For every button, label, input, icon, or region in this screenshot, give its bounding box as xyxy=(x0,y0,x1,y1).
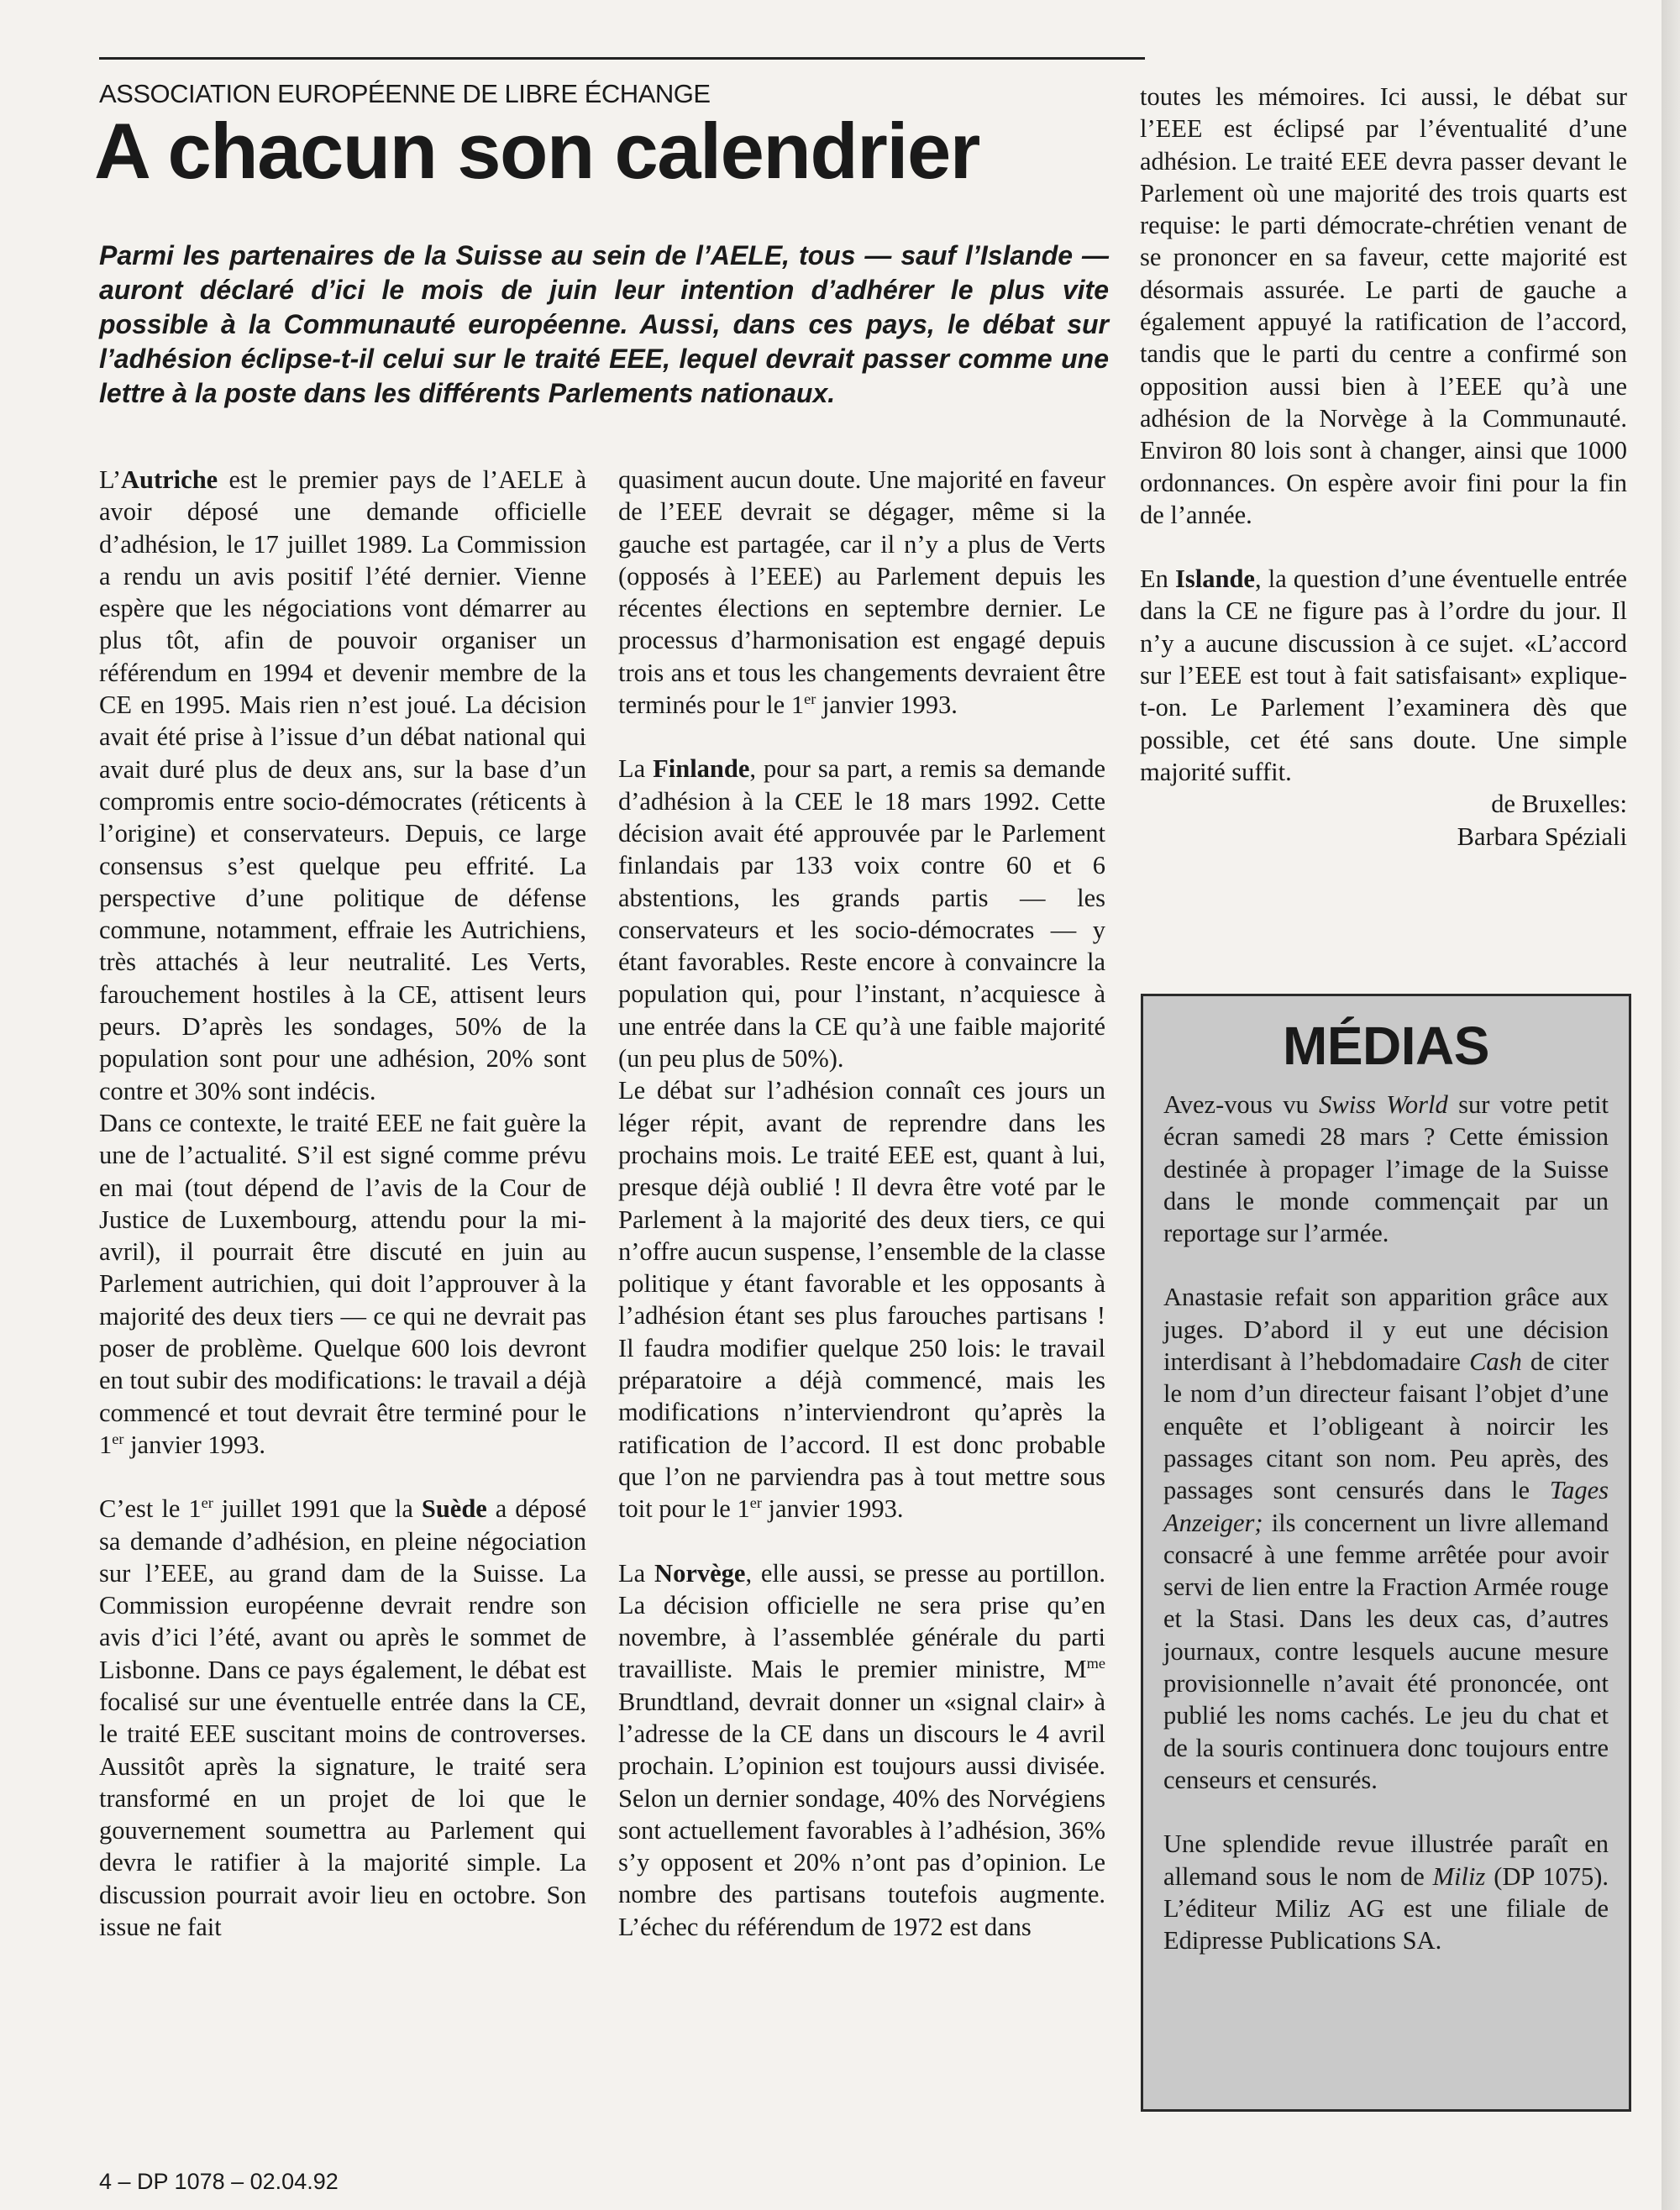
suede-continued: quasiment aucun doute. Une majorité en faveur de l’EEE devrait se dégager, même si la gauche est partagée, car il n’y a plus de Verts (opposés à l’EEE) au Parlement depuis les récentes élections en septembre dernier. Le processus d’harmonisation est engagé depuis trois ans et tous les changements devraient être terminés pour le 1er janvier 1993. xyxy=(618,465,1105,720)
country-islande: Islande xyxy=(1175,564,1255,594)
norvege-continued: toutes les mémoires. Ici aussi, le débat sur l’EEE est éclipsé par l’éventualité d’une adhésion. Le traité EEE devra passer devant le Parlement où une majorité des trois quarts est requise: le parti démocrate-chrétien venant de se prononcer en sa faveur, cette majorité est désormais assurée. Le parti de gauche a également appuyé la ratification de l’accord, tandis que le parti du centre a confirmé son opposition aussi bien à l’EEE qu’à une adhésion de la Norvège à la Communauté. Environ 80 lois sont à changer, ainsi que 1000 ordonnances. On espère avoir fini pour la fin de l’année. xyxy=(1140,82,1627,529)
article-column-2 xyxy=(618,464,1105,1943)
medias-box xyxy=(1141,994,1631,2112)
headline: A chacun son calendrier xyxy=(94,107,979,195)
finlande-paragraph-2: Le débat sur l’adhésion connaît ces jours un léger répit, avant de reprendre dans les prochains mois. Le traité EEE est, quant à lui, presque déjà oublié ! Il devra être voté par le Parlement à la majorité des deux tiers, ce qui n’offre aucun suspense, l’ensemble de la classe politique y étant favorable et les opposants à l’adhésion étant ses plus farouches partisans ! Il faudra modifier quelque 250 lois: le travail préparatoire a déjà commencé, mais les modifications n’interviendront qu’après la ratification de l’accord. Il est donc probable que l’on ne parviendra pas à tout mettre sous toit pour le 1er janvier 1993. xyxy=(618,1076,1105,1524)
autriche-paragraph-2: Dans ce contexte, le traité EEE ne fait guère la une de l’actualité. S’il est signé comme prévu en mai (tout dépend de l’avis de la Cour de Justice de Luxembourg, attendu pour la mi-avril), il pourrait être discuté en juin au Parlement autrichien, qui doit l’approuver à la majorité des deux tiers — ce qui ne devrait pas poser de problème. Quelque 600 lois devront en tout subir des modifications: le travail a déjà commencé et tout devrait être terminé pour le 1er janvier 1993. xyxy=(99,1108,586,1459)
byline: de Bruxelles: Barbara Spéziali xyxy=(1457,790,1627,851)
page-edge xyxy=(1662,0,1680,2210)
lead-paragraph: Parmi les partenaires de la Suisse au sein de l’AELE, tous — sauf l’Islande — auront déclaré d’ici le mois de juin leur intention d’adhérer le plus vite possible à la Communauté européenne. Aussi, dans ces pays, le débat sur l’adhésion éclipse-t-il celui sur le traité EEE, lequel devrait passer comme une lettre à la poste dans les différents Parlements nationaux. xyxy=(99,240,1109,408)
article-column-3 xyxy=(1140,81,1627,853)
islande-paragraph: En Islande, la question d’une éventuelle entrée dans la CE ne figure pas à l’ordre du jour. Il n’y a aucune discussion à ce sujet. «L’accord sur l’EEE est tout à fait satisfaisant» explique-t-on. Le Parlement l’examinera dès que possible, cet été sans doute. Une simple majorité suffit. xyxy=(1140,564,1628,786)
suede-paragraph: C’est le 1er juillet 1991 que la Suède a déposé sa demande d’adhésion, en pleine négociation sur l’EEE, au grand dam de la Suisse. La Commission européenne devrait rendre son avis d’ici l’été, avant ou après le sommet de Lisbonne. Dans ce pays également, le débat est focalisé sur une éventuelle entrée dans la CE, le traité EEE suscitant moins de controverses. Aussitôt après la signature, le traité sera transformé en un projet de loi que le gouvernement soumettra au Parlement qui devra le ratifier à la majorité simple. La discussion pourrait avoir lieu en octobre. Son issue ne fait xyxy=(99,1494,586,1942)
medias-paragraph-1: Avez-vous vu Swiss World sur votre petit écran samedi 28 mars ? Cette émission destinée à propager l’image de la Suisse dans le monde commençait par un reportage sur l’armée. xyxy=(1163,1090,1609,1248)
country-autriche: Autriche xyxy=(121,465,218,494)
country-norvege: Norvège xyxy=(654,1558,746,1588)
page-footer: 4 – DP 1078 – 02.04.92 xyxy=(99,2169,339,2194)
country-suede: Suède xyxy=(421,1494,487,1524)
section-label: ASSOCIATION EUROPÉENNE DE LIBRE ÉCHANGE xyxy=(99,79,711,108)
country-finlande: Finlande xyxy=(653,754,750,784)
medias-paragraph-2: Anastasie refait son apparition grâce aux juges. D’abord il y eut une décision interdisant à l’hebdomadaire Cash de citer le nom d’un directeur faisant l’objet d’une enquête et l’obligeant à noircir les passages citant son nom. Peu après, des passages sont censurés dans le Tages Anzeiger; ils concernent un livre allemand consacré à une femme arrêtée pour avoir servi de lien entre la Fraction Armée rouge et la Stasi. Dans les deux cas, d’autres journaux, contre lesquels aucune mesure provisionnelle n’avait été prononcée, ont publié les noms cachés. Le jeu du chat et de la souris continuera donc toujours entre censeurs et censurés. xyxy=(1163,1283,1609,1794)
finlande-paragraph: La Finlande, pour sa part, a remis sa demande d’adhésion à la CEE le 18 mars 1992. Cette décision avait été approuvée par le Parlement finlandais par 133 voix contre 60 et 6 abstentions, les grands partis — les conservateurs et les socio-démocrates — y étant favorables. Reste encore à convaincre la population qui, pour l’instant, n’acquiesce à une entrée dans la CE qu’à une faible majorité (un peu plus de 50%). xyxy=(618,754,1105,1074)
article-column-1 xyxy=(99,464,586,1943)
medias-title: MÉDIAS xyxy=(1283,1016,1489,1076)
medias-text xyxy=(1163,1089,1609,1956)
norvege-paragraph: La Norvège, elle aussi, se presse au portillon. La décision officielle ne sera prise qu’en novembre, à l’assemblée générale du parti travailliste. Mais le premier ministre, $M^{me}$ Brundtland, devrait donner un «signal clair» à l’adresse de la CE dans un discours le 4 avril prochain. L’opinion est toujours aussi divisée. Selon un dernier sondage, 40% des Norvégiens sont actuellement favorables à l’adhésion, 36% s’y opposent et 20% n’ont pas d’opinion. Le nombre des partisans toutefois augmente. L’échec du référendum de 1972 est dans xyxy=(618,1558,1105,1941)
autriche-paragraph: L’Autriche est le premier pays de l’AELE à avoir déposé une demande officielle d’adhésion, le 17 juillet 1989. La Commission a rendu un avis positif l’été dernier. Vienne espère que les négociations vont démarrer au plus tôt, afin de pouvoir organiser un référendum en 1994 et devenir membre de la CE en 1995. Mais rien n’est joué. La décision avait été prise à l’issue d’un débat national qui avait duré plus de deux ans, sur la base d’un compromis entre socio-démocrates (réticents à l’origine) et conservateurs. Depuis, ce large consensus s’est quelque peu effrité. La perspective d’une politique de défense commune, notamment, effraie les Autrichiens, très attachés à leur neutralité. Les Verts, farouchement hostiles à la CE, attisent leurs peurs. D’après les sondages, 50% de la population sont pour une adhésion, 20% sont contre et 30% sont indécis. xyxy=(99,465,586,1105)
top-rule xyxy=(99,57,1145,60)
medias-paragraph-3: Une splendide revue illustrée paraît en allemand sous le nom de Miliz (DP 1075). L’éditeur Miliz AG est une filiale de Edipresse Publications SA. xyxy=(1163,1829,1609,1955)
